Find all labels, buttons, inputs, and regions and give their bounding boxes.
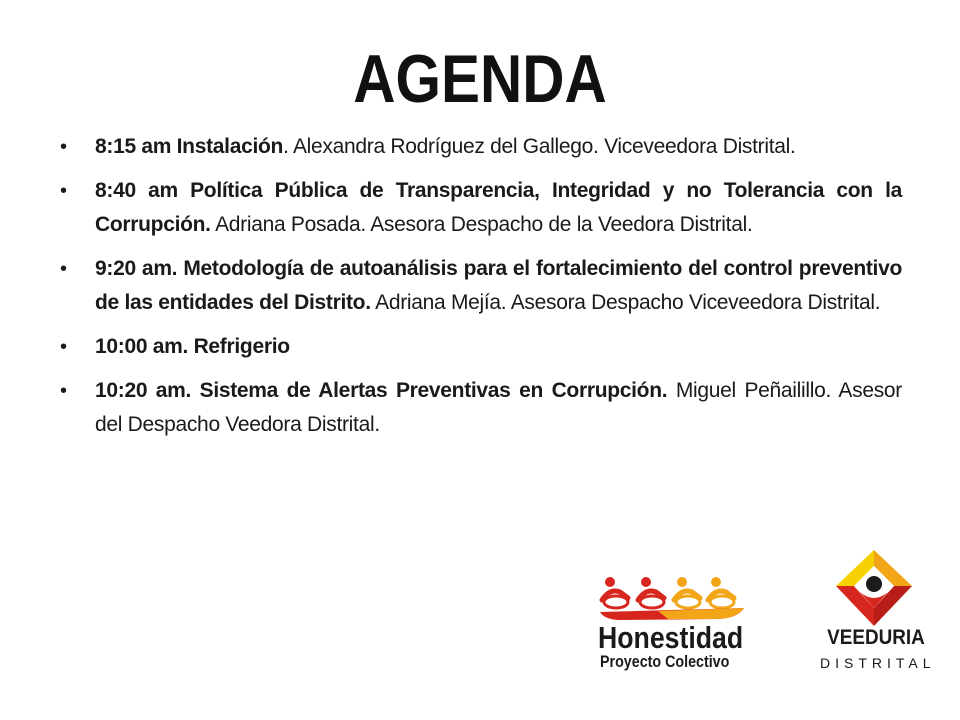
agenda-item-detail: Adriana Mejía. Asesora Despacho Viceveedora Distrital. (370, 291, 881, 314)
agenda-item (60, 174, 902, 242)
bullet-icon: • (60, 336, 67, 358)
bullet-icon: • (60, 136, 67, 158)
agenda-item (60, 252, 902, 320)
bullet-icon: • (60, 258, 67, 280)
agenda-item (60, 374, 902, 442)
agenda-item-heading: 8:15 am Instalación (95, 135, 284, 158)
rowers-icon (598, 574, 748, 624)
veeduria-logo (820, 548, 936, 678)
veeduria-subtitle: DISTRITAL (820, 655, 936, 671)
agenda-list (60, 130, 902, 452)
agenda-item-detail: Miguel Peñailillo. Asesor del Despacho Veedora Distrital. (95, 379, 902, 436)
agenda-item-heading: 8:40 am Política Pública de Transparencia, Integridad y no Tolerancia con la Corrupción. (95, 179, 902, 236)
veeduria-title: VEEDURIA (827, 626, 925, 649)
agenda-item-detail: . Alexandra Rodríguez del Gallego. Viceveedora Distrital. (283, 135, 796, 158)
agenda-item-heading: 10:20 am. Sistema de Alertas Preventivas en Corrupción. (95, 379, 668, 402)
agenda-item-heading: 10:00 am. Refrigerio (95, 335, 290, 358)
bullet-icon: • (60, 180, 67, 202)
honestidad-logo (598, 574, 756, 680)
bullet-icon: • (60, 380, 67, 402)
agenda-item (60, 330, 902, 364)
agenda-item (60, 130, 902, 164)
veeduria-emblem-icon (834, 548, 914, 628)
agenda-item-detail: Adriana Posada. Asesora Despacho de la Veedora Distrital. (210, 213, 753, 236)
honestidad-title: Honestidad (598, 620, 744, 655)
slide-title: AGENDA (353, 41, 607, 117)
agenda-item-heading: 9:20 am. Metodología de autoanálisis para el fortalecimiento del control preventivo de las entidades del Distrito. (95, 257, 902, 314)
honestidad-subtitle: Proyecto Colectivo (600, 652, 730, 671)
